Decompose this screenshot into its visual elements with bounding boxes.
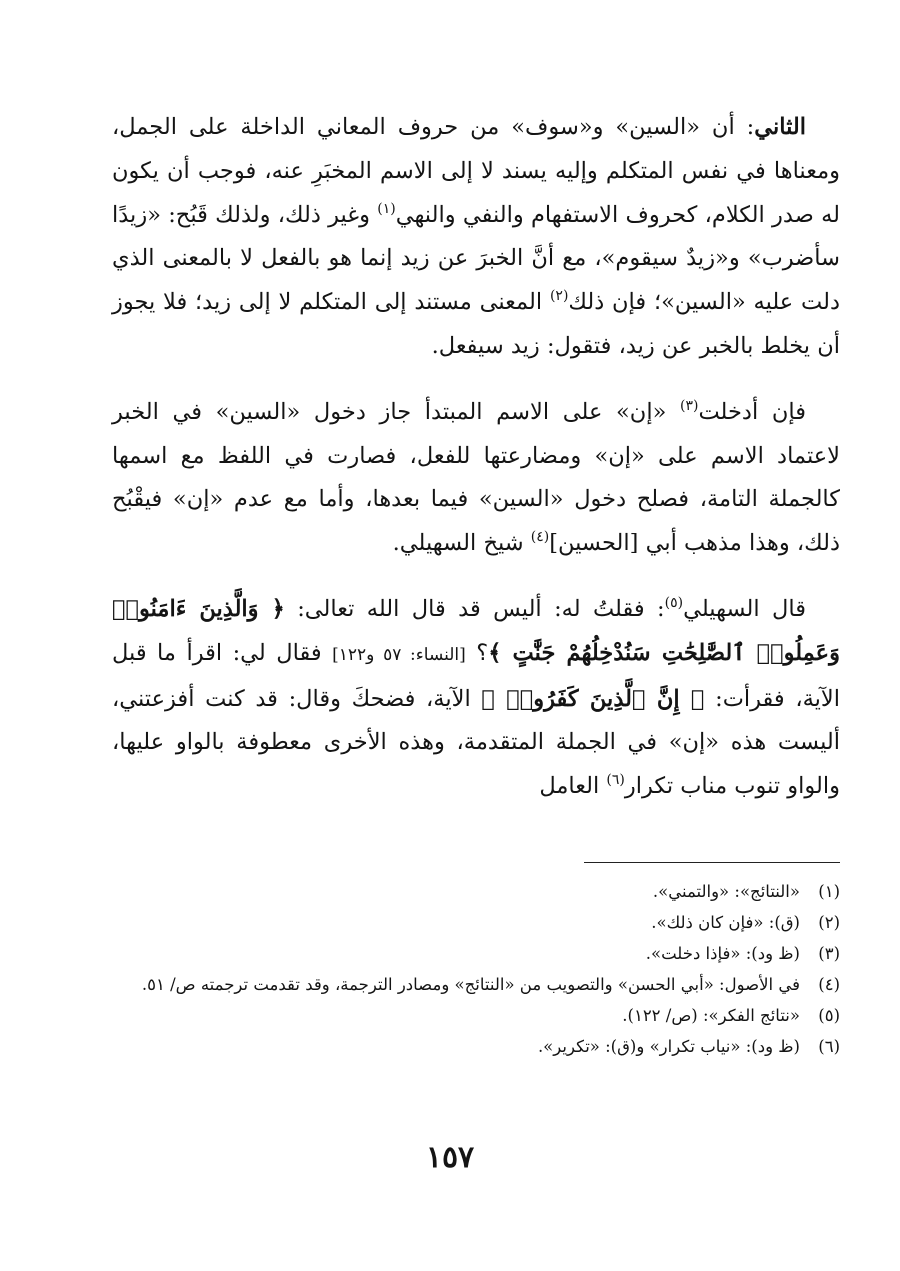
- page-number: ١٥٧: [425, 1140, 475, 1175]
- verse-reference: [النساء: ٥٧ و١٢٢]: [332, 644, 466, 665]
- footnote-marker-4: (٤): [530, 529, 550, 546]
- footnote-number: (٣): [818, 944, 840, 963]
- paragraph-1: [112, 106, 840, 369]
- paragraph-1-text-b: وغير ذلك، ولذلك قَبُح: «زيدًا سأضرب» و«زيدٌ سيقوم»، مع أنَّ الخبرَ عن زيد إنما هو بالفعل لا بالمعنى الذي دلت عليه «السين»؛ فإن ذلك: [112, 201, 840, 316]
- paragraph-3: [112, 588, 840, 809]
- main-text-block: [112, 106, 840, 809]
- footnote-text: (ظ ود): «نياب تكرار» و(ق): «تكرير».: [537, 1037, 800, 1056]
- footnote-text: (ظ ود): «فإذا دخلت».: [645, 944, 800, 963]
- footnote-item: [112, 1031, 840, 1062]
- paragraph-3-text-d: فقال لي: اقرأ ما قبل الآية، فقرأت:: [112, 639, 841, 712]
- paragraph-2-text-b: «إن» على الاسم المبتدأ جاز دخول «السين» في الخبر لاعتماد الاسم على «إن» ومضارعتها للفعل، فصارت في اللفظ مع اسمها كالجملة التامة، فصلح دخول «السين» فيما بعدها، وأما مع عدم «إن» فيقْبُح ذلك، وهذا مذهب أبي [الحسين]: [112, 398, 840, 557]
- footnote-item: [112, 876, 840, 907]
- footnote-number: (١): [818, 882, 840, 901]
- paragraph-3-text-a: قال السهيلي: [683, 595, 806, 622]
- quran-verse-2: ﴿ إِنَّ ٱلَّذِينَ كَفَرُوا۟ ﴾: [481, 685, 705, 712]
- footnote-separator: [584, 862, 840, 863]
- footnote-item: [112, 1000, 840, 1031]
- footnote-marker-5: (٥): [664, 594, 684, 611]
- paragraph-2: [112, 391, 840, 566]
- footnote-text: (ق): «فإن كان ذلك».: [651, 913, 800, 932]
- footnote-item: [112, 907, 840, 938]
- footnote-text: «نتائج الفكر»: (ص/ ١٢٢).: [622, 1006, 800, 1025]
- paragraph-1-text-c: المعنى مستند إلى المتكلم لا إلى زيد؛ فلا يجوز أن يخلط بالخبر عن زيد، فتقول: زيد سيفعل.: [112, 289, 840, 359]
- paragraph-3-text-c: ؟: [465, 639, 489, 666]
- footnote-item: [112, 938, 840, 969]
- footnotes-list: [112, 876, 840, 1062]
- paragraph-3-text-b: : فقلتُ له: أليس قد قال الله تعالى:: [284, 595, 665, 622]
- footnote-number: (٥): [818, 1006, 840, 1025]
- footnote-number: (٢): [818, 913, 840, 932]
- quran-verse-1: ﴿ وَالَّذِينَ ءَامَنُوا۟ وَعَمِلُوا۟ ٱلصَّٰلِحَٰتِ سَنُدْخِلُهُمْ جَنَّٰتٍ ﴾: [112, 595, 840, 666]
- footnote-number: (٤): [818, 975, 840, 994]
- footnote-marker-3: (٣): [680, 397, 699, 414]
- footnote-number: (٦): [818, 1037, 840, 1056]
- footnote-text: في الأصول: «أبي الحسن» والتصويب من «النتائج» ومصادر الترجمة، وقد تقدمت ترجمته ص/ ٥١.: [141, 975, 800, 994]
- footnote-marker-6: (٦): [606, 772, 625, 789]
- paragraph-2-text-a: فإن أدخلت: [698, 398, 806, 425]
- footnote-text: «النتائج»: «والتمني».: [652, 882, 800, 901]
- paragraph-3-text-e: الآية، فضحكَ وقال: قد كنت أفزعتني، أليست هذه «إن» في الجملة المتقدمة، وهذه الأخرى معطوفة بالواو عليها، والواو تنوب مناب تكرار: [112, 685, 840, 800]
- paragraph-3-text-f: العامل: [539, 773, 607, 800]
- footnote-marker-1: (١): [377, 200, 396, 217]
- footnote-marker-2: (٢): [549, 288, 569, 305]
- paragraph-1-text-a: : أن «السين» و«سوف» من حروف المعاني الداخلة على الجمل، ومعناها في نفس المتكلم وإليه يسند لا إلى الاسم المخبَرِ عنه، فوجب أن يكون له صدر الكلام، كحروف الاستفهام والنفي والنهي: [112, 114, 841, 228]
- paragraph-1-lead: الثاني: [754, 114, 806, 140]
- paragraph-2-text-c: شيخ السهيلي.: [392, 530, 531, 557]
- footnote-item: [112, 969, 840, 1000]
